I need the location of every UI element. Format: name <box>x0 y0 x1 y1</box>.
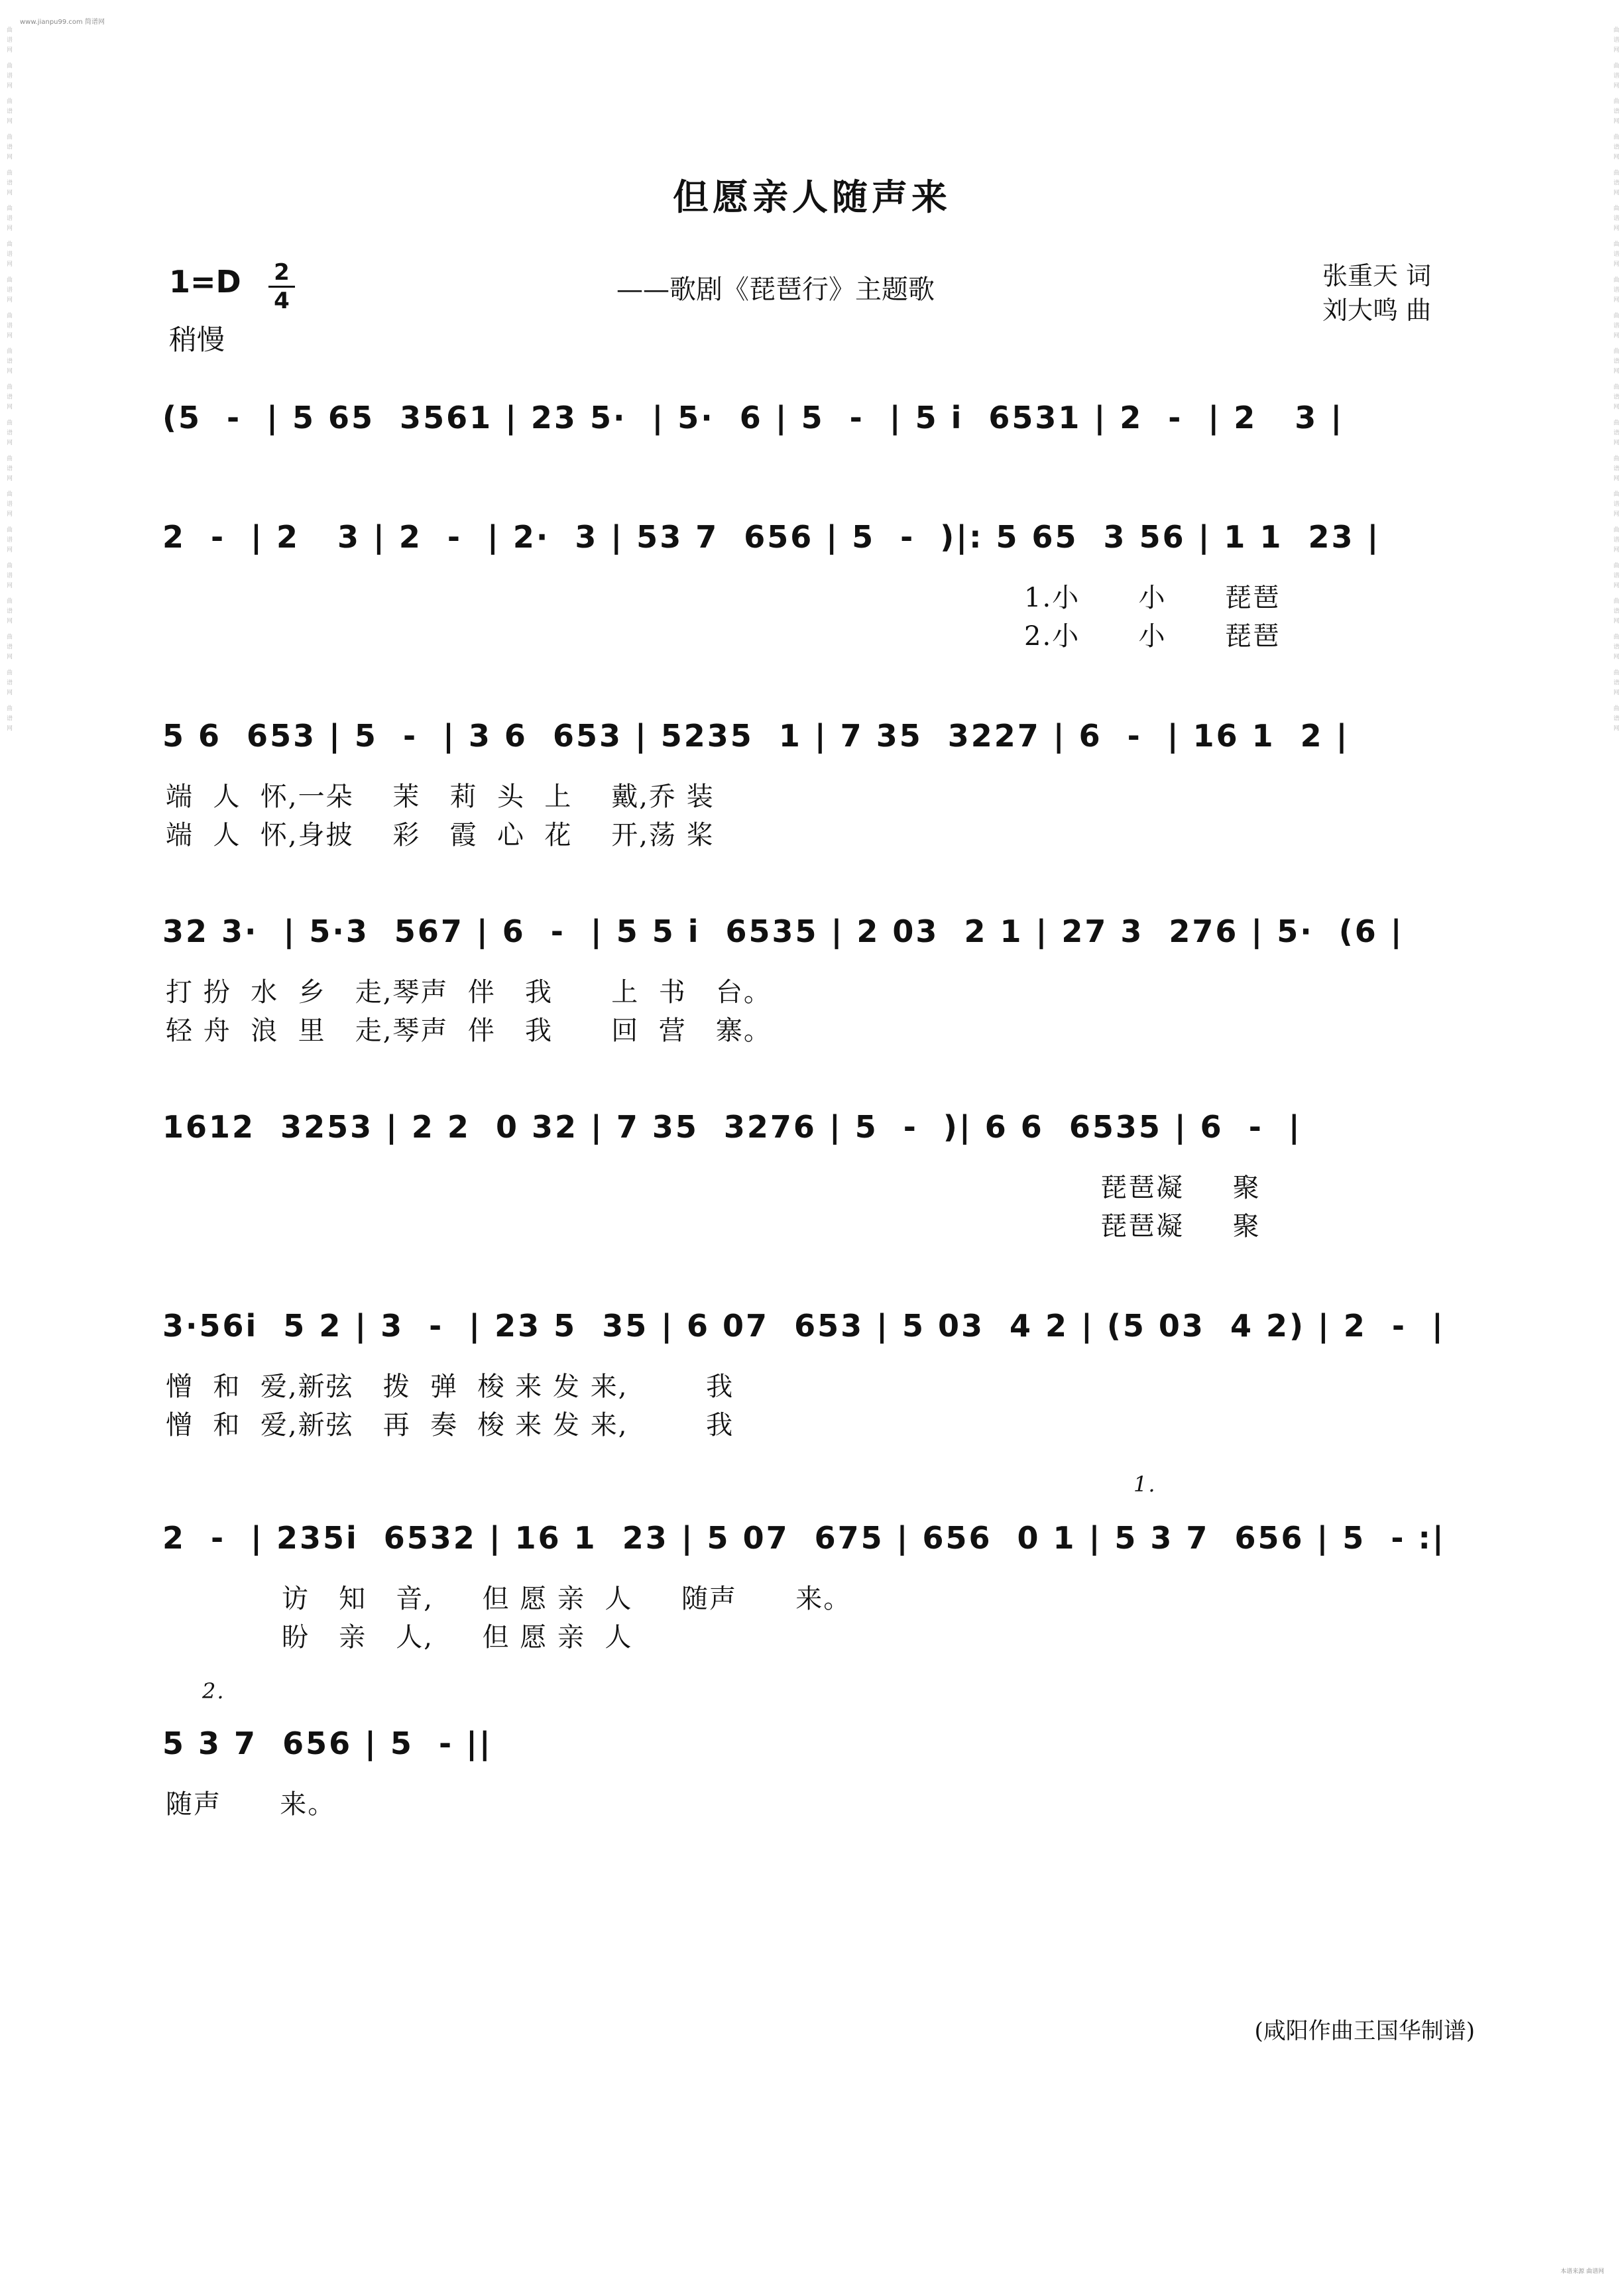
lyric-verse-2: 盼 亲 人, 但 愿 亲 人 <box>282 1622 633 1653</box>
lyricist-credit: 张重天 词 <box>1322 261 1432 290</box>
composer-credit: 刘大鸣 曲 <box>1322 296 1432 325</box>
volta-1-label: 1. <box>1133 1472 1157 1497</box>
notation-line: 5 6 653 | 5 - | 3 6 653 | 5235 1 | 7 35 3227 | 6 - | 16 1 2 | <box>162 718 1350 754</box>
corner-mark: 本谱来源 曲谱网 <box>1560 2268 1604 2275</box>
arranger-footer: (咸阳作曲王国华制谱) <box>1254 2018 1475 2044</box>
lyric-verse-1: 端 人 怀,一朵 茉 莉 头 上 戴,乔 装 <box>166 782 715 812</box>
system-7 <box>162 1472 1462 1653</box>
system-2 <box>162 510 1462 652</box>
volta-2-label: 2. <box>202 1678 225 1704</box>
lyric-verse-2: 端 人 怀,身披 彩 霞 心 花 开,荡 桨 <box>166 820 715 850</box>
tempo-marking: 稍慢 <box>169 323 225 356</box>
key-signature: 1=D <box>169 264 241 300</box>
time-bottom: 4 <box>274 288 290 314</box>
left-watermark-strip: 曲谱网 曲谱网 曲谱网 曲谱网 曲谱网 曲谱网 曲谱网 曲谱网 曲谱网 曲谱网 曲谱网 曲谱网 曲谱网 曲谱网 曲谱网 曲谱网 曲谱网 曲谱网 曲谱网 曲谱网 <box>5 27 12 735</box>
lyric-verse-1: 琵琶凝 聚 <box>1100 1173 1261 1203</box>
time-signature <box>268 261 295 313</box>
notation-line: 5 3 7 656 | 5 - || <box>162 1726 493 1761</box>
notation-line: 3·56i 5 2 | 3 - | 23 5 35 | 6 07 653 | 5 03 4 2 | (5 03 4 2) | 2 - | <box>162 1308 1445 1344</box>
lyric-verse-2: 2.小 小 琵琶 <box>1024 621 1281 652</box>
lyric-verse-1: 随声 来。 <box>166 1789 336 1820</box>
subtitle: ——歌剧《琵琶行》主题歌 <box>616 274 935 305</box>
lyric-verse-2: 琵琶凝 聚 <box>1100 1211 1261 1242</box>
lyric-verse-2: 憎 和 爱,新弦 再 奏 梭 来 发 来, 我 <box>166 1410 734 1440</box>
site-mark: www.jianpu99.com 简谱网 <box>20 19 105 26</box>
notation-line: 32 3· | 5·3 567 | 6 - | 5 5 i 6535 | 2 03 2 1 | 27 3 276 | 5· (6 | <box>162 913 1404 949</box>
notation-line: 2 - | 2 3 | 2 - | 2· 3 | 53 7 656 | 5 - )|: 5 65 3 56 | 1 1 23 | <box>162 519 1381 555</box>
notation-line: 1612 3253 | 2 2 0 32 | 7 35 3276 | 5 - )| 6 6 6535 | 6 - | <box>162 1109 1302 1145</box>
notation-line: (5 - | 5 65 3561 | 23 5· | 5· 6 | 5 - | 5 i 6531 | 2 - | 2 3 | <box>162 400 1344 436</box>
system-4 <box>162 905 1462 1046</box>
lyric-verse-2: 轻 舟 浪 里 走,琴声 伴 我 回 营 寨。 <box>166 1016 772 1046</box>
song-title: 但愿亲人随声来 <box>673 176 951 218</box>
system-3 <box>162 709 1462 850</box>
lyric-verse-1: 1.小 小 琵琶 <box>1024 583 1281 613</box>
system-8 <box>162 1678 1462 1820</box>
notation-line: 2 - | 235i 6532 | 16 1 23 | 5 07 675 | 656 0 1 | 5 3 7 656 | 5 - :| <box>162 1520 1446 1556</box>
lyric-verse-1: 打 扮 水 乡 走,琴声 伴 我 上 书 台。 <box>166 977 772 1008</box>
system-6 <box>162 1299 1462 1440</box>
right-watermark-strip: 曲谱网 曲谱网 曲谱网 曲谱网 曲谱网 曲谱网 曲谱网 曲谱网 曲谱网 曲谱网 曲谱网 曲谱网 曲谱网 曲谱网 曲谱网 曲谱网 曲谱网 曲谱网 曲谱网 曲谱网 <box>1612 27 1619 735</box>
time-top: 2 <box>274 259 290 286</box>
system-5 <box>162 1100 1462 1242</box>
system-1 <box>162 391 1462 451</box>
lyric-verse-1: 憎 和 爱,新弦 拨 弹 梭 来 发 来, 我 <box>166 1372 734 1402</box>
lyric-verse-1: 访 知 音, 但 愿 亲 人 随声 来。 <box>282 1584 852 1614</box>
